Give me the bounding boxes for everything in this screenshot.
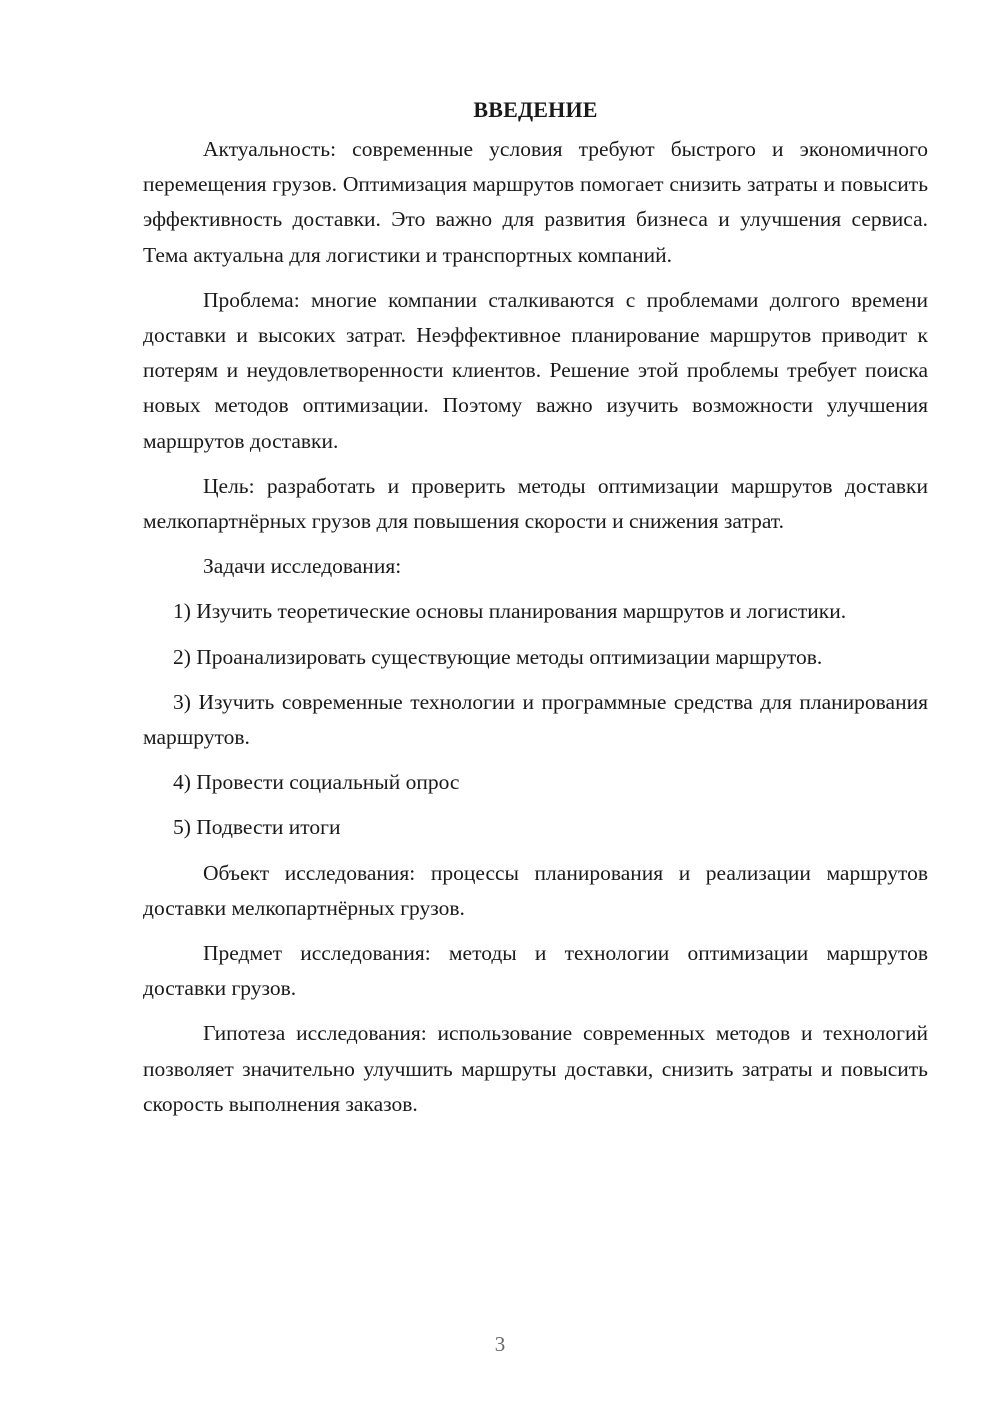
list-item: 5) Подвести итоги: [173, 815, 341, 840]
list-item: 3) Изучить современные технологии и программные средства для планирования маршрутов.: [143, 689, 928, 750]
object-paragraph: Объект исследования: процессы планирования и реализации маршрутов доставки мелкопартнёрных грузов.: [143, 860, 928, 920]
document-page: [143, 92, 928, 1132]
list-item: 4) Провести социальный опрос: [173, 770, 460, 795]
subject-paragraph: Предмет исследования: методы и технологии оптимизации маршрутов доставки грузов.: [143, 941, 928, 1001]
page-title: ВВЕДЕНИЕ: [473, 97, 598, 122]
list-item: 1) Изучить теоретические основы планирования маршрутов и логистики.: [173, 599, 847, 624]
relevance-paragraph: Актуальность: современные условия требуют быстрого и экономичного перемещения грузов. Оптимизация маршрутов помогает снизить затраты и повысить эффективность доставки. Это важно для развития бизнеса и улучшения сервиса. Тема актуальна для логистики и транспортных компаний.: [143, 137, 928, 267]
goal-paragraph: Цель: разработать и проверить методы оптимизации маршрутов доставки мелкопартнёрных грузов для повышения скорости и снижения затрат.: [143, 473, 928, 534]
hypothesis-paragraph: Гипотеза исследования: использование современных методов и технологий позволяет значительно улучшить маршруты доставки, снизить затраты и повысить скорость выполнения заказов.: [143, 1021, 928, 1116]
tasks-list: [143, 594, 928, 845]
tasks-heading: Задачи исследования:: [203, 554, 402, 579]
problem-paragraph: Проблема: многие компании сталкиваются с проблемами долгого времени доставки и высоких затрат. Неэффективное планирование маршрутов приводит к потерям и неудовлетворенности клиентов. Решение этой проблемы требует поиска новых методов оптимизации. Поэтому важно изучить возможности улучшения маршрутов доставки.: [143, 287, 928, 453]
page-number: 3: [494, 1332, 506, 1356]
list-item: 2) Проанализировать существующие методы оптимизации маршрутов.: [173, 644, 823, 669]
